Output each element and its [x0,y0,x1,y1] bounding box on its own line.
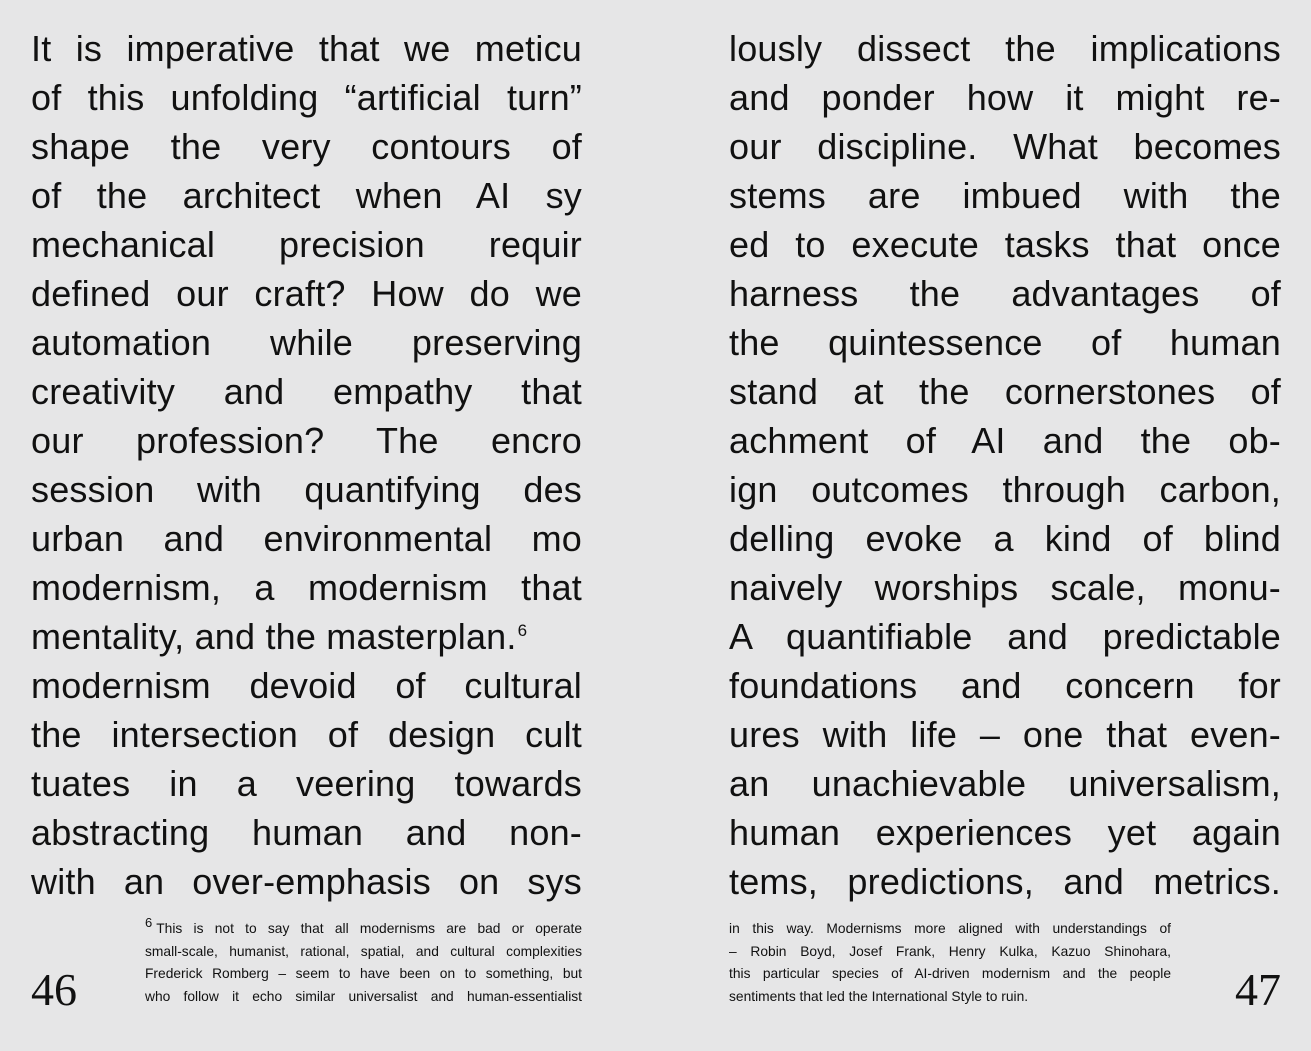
right-page [656,0,1311,1051]
text-line: tuates in a veering towards [31,763,582,804]
footnote-line: sentiments that led the International Style to ruin. [729,988,1029,1004]
page-number: 47 [1235,964,1281,1015]
text-line: automation while preserving [31,322,582,363]
text-line: with an over-emphasis on sys [31,861,582,902]
text-line: human experiences yet again [729,812,1281,853]
text-line: tems, predictions, and metrics. [729,861,1281,902]
footnote-line: Frederick Romberg – seem to have been on to something, but [145,966,582,981]
text-line: our discipline. What becomes [729,126,1281,167]
text-line: ures with life – one that even- [729,714,1281,755]
text-line: mentality, and the masterplan. [31,616,517,657]
text-line: an unachievable universalism, [729,763,1281,804]
text-line: naively worships scale, monu- [729,567,1281,608]
text-line: the intersection of design cult [31,714,582,755]
text-line: stand at the cornerstones of [729,371,1281,412]
footnote-line: small-scale, humanist, rational, spatial, and cultural complexities [145,943,582,959]
text-line: mechanical precision requir [31,224,582,265]
text-line: our profession? The encro [31,420,582,461]
footnote-reference[interactable]: 6 [517,621,528,640]
text-line: lously dissect the implications [729,28,1281,69]
text-line: It is imperative that we meticu [31,28,582,69]
footnote-line: who follow it echo similar universalist and human-essentialist [145,988,582,1004]
body-text-right [729,24,1281,906]
text-line: urban and environmental mo [31,518,582,559]
text-line: foundations and concern for [729,665,1281,706]
footnote-line: this particular species of AI-driven modernism and the people [729,966,1171,981]
text-line: of the architect when AI sy [31,175,582,216]
footnote-line: in this way. Modernisms more aligned with understandings of [729,921,1171,936]
text-line: harness the advantages of [729,273,1281,314]
text-line: ed to execute tasks that once [729,224,1281,265]
text-line: stems are imbued with the [729,175,1281,216]
text-line: delling evoke a kind of blind [729,518,1281,559]
page-number: 46 [31,964,77,1015]
footnote-line: – Robin Boyd, Josef Frank, Henry Kulka, Kazuo Shinohara, [729,943,1171,959]
text-line: session with quantifying des [31,469,582,510]
text-line: defined our craft? How do we [31,273,582,314]
text-line: abstracting human and non- [31,812,582,853]
text-line-with-footnote [31,612,582,661]
text-line: A quantifiable and predictable [729,616,1281,657]
text-line: and ponder how it might re- [729,77,1281,118]
footnote-left [145,918,582,1008]
text-line: of this unfolding “artificial turn” [31,77,582,118]
text-line: achment of AI and the ob- [729,420,1281,461]
text-line: shape the very contours of [31,126,582,167]
text-line: modernism devoid of cultural [31,665,582,706]
text-line: creativity and empathy that [31,371,582,412]
footnote-line: $^6$ This is not to say that all modernisms are bad or operate [145,918,582,941]
footnote-marker: 6 [145,918,153,930]
footnote-right [729,918,1171,1008]
left-page [0,0,655,1051]
text-line: the quintessence of human [729,322,1281,363]
text-line: ign outcomes through carbon, [729,469,1281,510]
text-line: modernism, a modernism that [31,567,582,608]
body-text-left [31,24,582,906]
